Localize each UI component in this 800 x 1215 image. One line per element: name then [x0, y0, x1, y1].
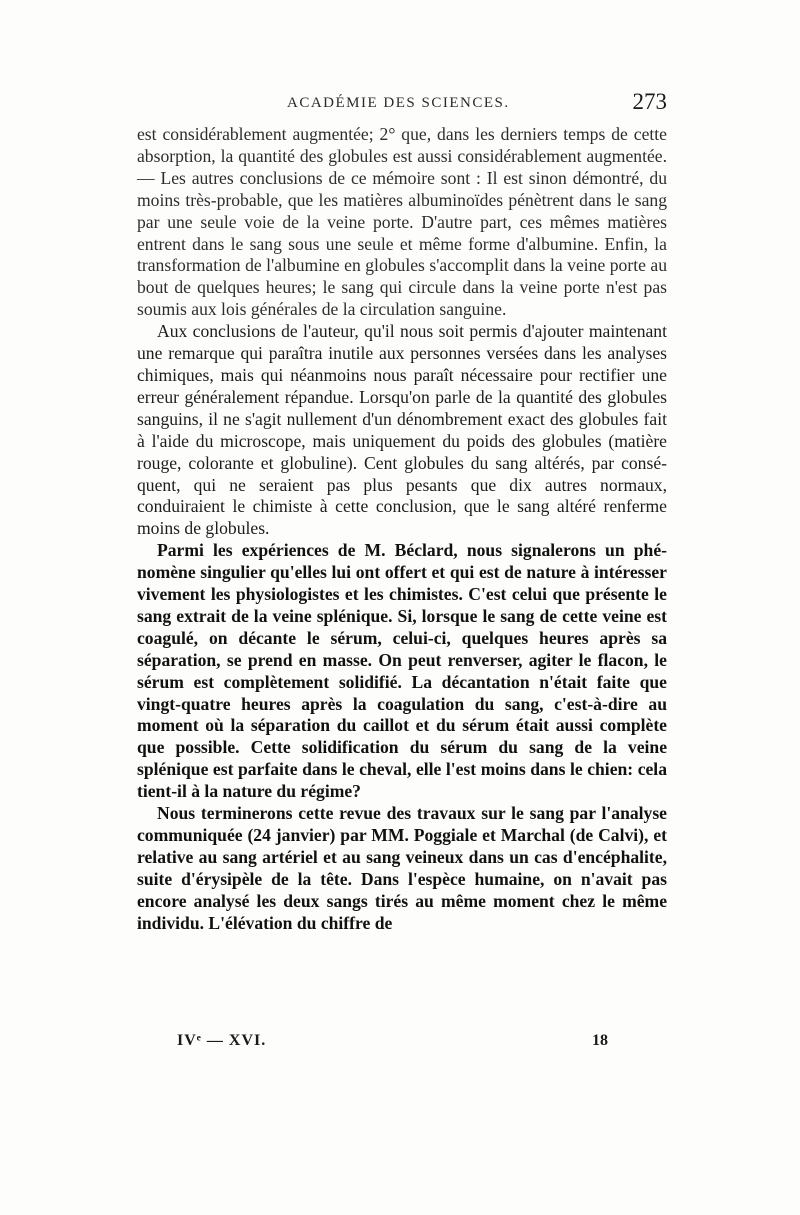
printer-signature: IVᵉ — XVI.	[177, 1032, 267, 1049]
paragraph-3: Parmi les expériences de M. Béclard, nous signalerons un phénomène singulier qu'elles lui ont offert et qui est de nature à intéresser vivement les physiologistes et les chimistes. C'est celui que présente le sang extrait de la veine splénique. Si, lorsque le sang de cette veine est coagulé, on décante le sérum, celui-ci, quelques heures après sa séparation, se prend en masse. On peut renverser, agiter le flacon, le sérum est complètement solidifié. La décantation n'était faite que vingt-quatre heures après la coagulation du sang, c'est-à-dire au moment où la séparation du caillot et du sérum était aussi complète que possible. Cette solidification du sérum du sang de la veine splénique est parfaite dans le cheval, elle l'est moins dans le chien: cela tient-il à la nature du régime?	[137, 540, 667, 802]
paragraph-1: est considérablement augmentée; 2° que, dans les derniers temps de cette absorption, la quantité des globules est aussi considérablement augmentée. — Les autres conclusions de ce mémoire sont : Il est sinon démontré, du moins très-probable, que les matières albuminoïdes pénètrent dans le sang par une seule voie de la veine porte. D'autre part, ces mêmes matières entrent dans le sang sous une seule et même forme d'albumine. Enfin, la transformation de l'albumine en globules s'accomplit dans la veine porte au bout de quelques heures; le sang qui circule dans la veine porte n'est pas soumis aux lois générales de la circulation sanguine.	[137, 124, 667, 320]
body-text	[137, 124, 667, 935]
page-header	[137, 89, 667, 123]
paragraph-4: Nous terminerons cette revue des travaux sur le sang par l'analyse communiquée (24 janvier) par MM. Poggiale et Marchal (de Calvi), et relative au sang artériel et au sang veineux dans un cas d'encéphalite, suite d'érysipèle de la tête. Dans l'espèce humaine, on n'avait pas encore analysé les deux sangs tirés au même moment chez le même individu. L'élévation du chiffre de	[137, 803, 667, 933]
running-title: ACADÉMIE DES SCIENCES.	[287, 95, 510, 111]
page-footer	[137, 1032, 667, 1058]
sheet-number: 18	[592, 1032, 608, 1049]
page-number: 273	[632, 89, 667, 114]
paragraph-2: Aux conclusions de l'auteur, qu'il nous soit permis d'ajouter maintenant une remarque qui paraîtra inutile aux personnes versées dans les analyses chimiques, mais qui néanmoins nous paraît nécessaire pour rectifier une erreur généralement répandue. Lorsqu'on parle de la quantité des globules sanguins, il ne s'agit nullement d'un dénombrement exact des globules fait à l'aide du microscope, mais uniquement du poids des globules (matière rouge, colorante et globuline). Cent globules du sang altérés, par conséquent, qui ne seraient pas plus pesants que dix autres normaux, conduiraient le chimiste à cette conclusion, que le sang altéré renferme moins de globules.	[137, 321, 667, 539]
